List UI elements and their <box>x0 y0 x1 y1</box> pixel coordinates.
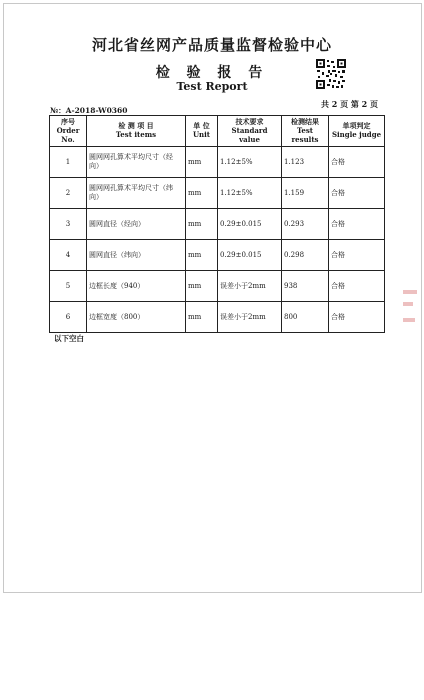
cell-judge: 合格 <box>329 302 385 333</box>
page-indicator: 共 2 页 第 2 页 <box>320 99 378 109</box>
qr-code-icon <box>315 58 347 90</box>
cell-unit: mm <box>186 147 218 178</box>
header-unit: 单 位 Unit <box>186 116 218 147</box>
seal-stamp-fragment <box>403 302 413 306</box>
cell-test-item: 边框长度（940） <box>87 271 186 302</box>
header-test-items: 检 测 项 目 Test items <box>87 116 186 147</box>
cell-judge: 合格 <box>329 209 385 240</box>
cell-unit: mm <box>186 178 218 209</box>
cell-judge: 合格 <box>329 271 385 302</box>
cell-order-no: 6 <box>50 302 87 333</box>
table-row <box>50 209 385 240</box>
header-test-results: 检测结果 Test results <box>282 116 329 147</box>
cell-test-item: 圆网网孔算术平均尺寸（经向） <box>87 147 186 178</box>
cell-unit: mm <box>186 271 218 302</box>
header-order-no: 序号 Order No. <box>50 116 87 147</box>
header-standard-value: 技术要求 Standard value <box>218 116 282 147</box>
cell-unit: mm <box>186 240 218 271</box>
test-results-table <box>49 115 385 333</box>
cell-result: 1.123 <box>282 147 329 178</box>
cell-result: 0.293 <box>282 209 329 240</box>
table-row <box>50 271 385 302</box>
seal-stamp-fragment <box>403 318 415 322</box>
report-number: №：A-2018-W0360 <box>50 106 128 115</box>
cell-test-item: 边框宽度（800） <box>87 302 186 333</box>
cell-test-item: 圆网网孔算术平均尺寸（纬向） <box>87 178 186 209</box>
cell-unit: mm <box>186 302 218 333</box>
cell-standard: 误差小于2mm <box>218 302 282 333</box>
cell-result: 800 <box>282 302 329 333</box>
table-row <box>50 240 385 271</box>
cell-order-no: 5 <box>50 271 87 302</box>
cell-standard: 0.29±0.015 <box>218 209 282 240</box>
cell-result: 0.298 <box>282 240 329 271</box>
seal-stamp-fragment <box>403 290 417 294</box>
cell-judge: 合格 <box>329 147 385 178</box>
cell-order-no: 1 <box>50 147 87 178</box>
table-header-row <box>50 116 385 147</box>
header-single-judge: 单项判定 Single judge <box>329 116 385 147</box>
cell-test-item: 圆网直径（经向） <box>87 209 186 240</box>
cell-standard: 0.29±0.015 <box>218 240 282 271</box>
table-row <box>50 178 385 209</box>
cell-order-no: 4 <box>50 240 87 271</box>
cell-judge: 合格 <box>329 240 385 271</box>
cell-order-no: 3 <box>50 209 87 240</box>
report-title-en: Test Report <box>176 80 248 93</box>
cell-judge: 合格 <box>329 178 385 209</box>
organization-name: 河北省丝网产品质量监督检验中心 <box>91 36 332 54</box>
table-row <box>50 147 385 178</box>
report-title-cn: 检 验 报 告 <box>155 65 269 81</box>
table-row <box>50 302 385 333</box>
blank-below-note: 以下空白 <box>54 334 84 343</box>
cell-result: 938 <box>282 271 329 302</box>
cell-standard: 误差小于2mm <box>218 271 282 302</box>
cell-standard: 1.12±5% <box>218 178 282 209</box>
cell-unit: mm <box>186 209 218 240</box>
cell-test-item: 圆网直径（纬向） <box>87 240 186 271</box>
cell-order-no: 2 <box>50 178 87 209</box>
cell-result: 1.159 <box>282 178 329 209</box>
cell-standard: 1.12±5% <box>218 147 282 178</box>
